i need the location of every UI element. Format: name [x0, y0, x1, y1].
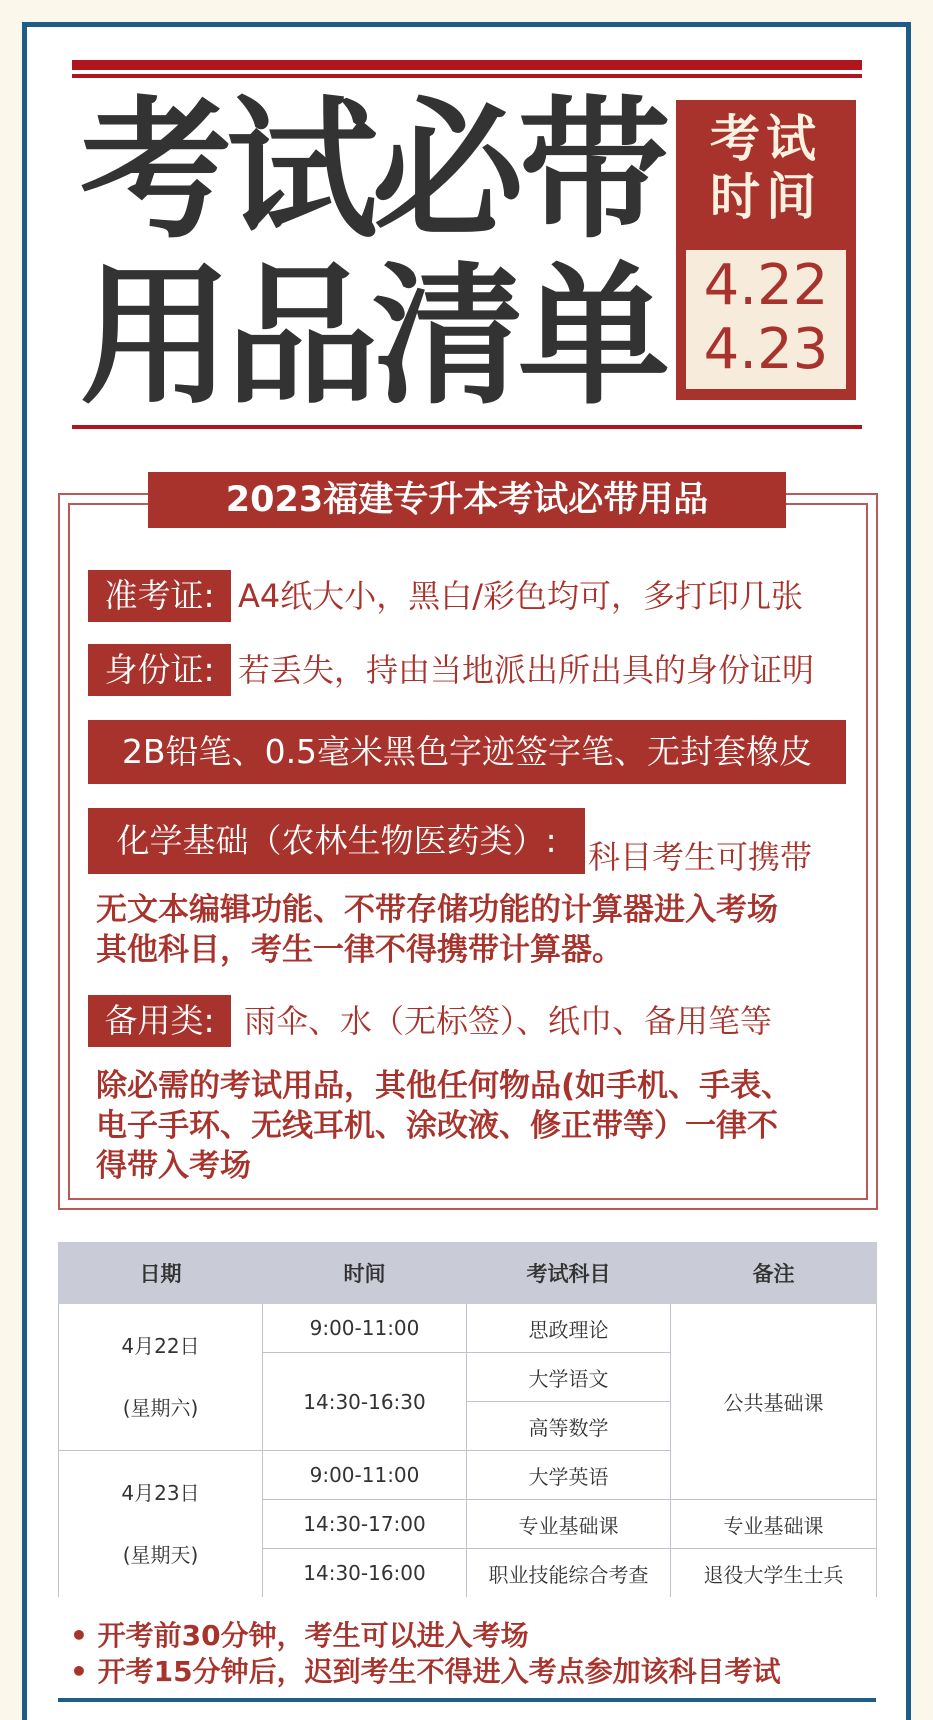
- table-row: [59, 1304, 877, 1353]
- chemistry-text: 科目考生可携带: [588, 838, 813, 876]
- time-cell: 14:30-17:00: [263, 1500, 467, 1549]
- chemistry-tag: 化学基础（农林生物医药类）:: [88, 808, 585, 874]
- subject-cell: 专业基础课: [467, 1500, 671, 1549]
- time-cell: 9:00-11:00: [263, 1304, 467, 1353]
- id-card-text: 若丢失，持由当地派出所出具的身份证明: [238, 651, 815, 689]
- header-note: 备注: [671, 1243, 877, 1304]
- spare-items-text: 雨伞、水（无标签）、纸巾、备用笔等: [244, 1002, 773, 1040]
- admission-ticket-text: A4纸大小，黑白/彩色均可，多打印几张: [238, 577, 804, 615]
- subject-cell: 职业技能综合考查: [467, 1549, 671, 1598]
- subject-cell: 大学语文: [467, 1353, 671, 1402]
- header-time: 时间: [263, 1243, 467, 1304]
- page-title: 考试必带 用品清单: [80, 82, 664, 425]
- subject-cell: 高等数学: [467, 1402, 671, 1451]
- time-cell: 14:30-16:30: [263, 1353, 467, 1451]
- admission-ticket-tag: 准考证:: [88, 570, 231, 622]
- spare-items-tag: 备用类:: [88, 995, 231, 1047]
- exam-schedule-table: [58, 1242, 877, 1597]
- exam-date-label: 考试 时间: [710, 110, 822, 226]
- header-top-rule: [72, 60, 862, 70]
- stationery-band: 2B铅笔、0.5毫米黑色字迹签字笔、无封套橡皮: [88, 720, 846, 784]
- table-header-row: [59, 1243, 877, 1304]
- note-item: • 开考前30分钟，考生可以进入考场: [70, 1619, 529, 1652]
- time-cell: 9:00-11:00: [263, 1451, 467, 1500]
- note-cell: 退役大学生士兵: [671, 1549, 877, 1598]
- note-cell: 专业基础课: [671, 1500, 877, 1549]
- id-card-tag: 身份证:: [88, 644, 231, 696]
- header-subject: 考试科目: [467, 1243, 671, 1304]
- exam-date-box: [676, 100, 856, 400]
- header-top-rule-thin: [72, 74, 862, 78]
- public-course-note: 公共基础课: [671, 1304, 877, 1500]
- note-item: • 开考15分钟后，迟到考生不得进入考点参加该科目考试: [70, 1655, 781, 1688]
- prohibited-items-note: 除必需的考试用品，其他任何物品(如手机、手表、 电子手环、无线耳机、涂改液、修正带等）一律不 得带入考场: [96, 1068, 793, 1184]
- header-date: 日期: [59, 1243, 263, 1304]
- exam-notes: [70, 1618, 870, 1690]
- exam-dates: 4.22 4.23: [686, 250, 846, 389]
- subject-cell: 大学英语: [467, 1451, 671, 1500]
- time-cell: 14:30-16:00: [263, 1549, 467, 1598]
- calculator-note: 无文本编辑功能、不带存储功能的计算器进入考场 其他科目，考生一律不得携带计算器。: [96, 892, 778, 968]
- date-cell-day2: 4月23日 (星期天): [59, 1451, 263, 1598]
- bottom-rule: [58, 1698, 876, 1702]
- section-title: 2023福建专升本考试必带用品: [148, 472, 786, 528]
- date-cell-day1: 4月22日 (星期六): [59, 1304, 263, 1451]
- subject-cell: 思政理论: [467, 1304, 671, 1353]
- header-bottom-rule: [72, 425, 862, 429]
